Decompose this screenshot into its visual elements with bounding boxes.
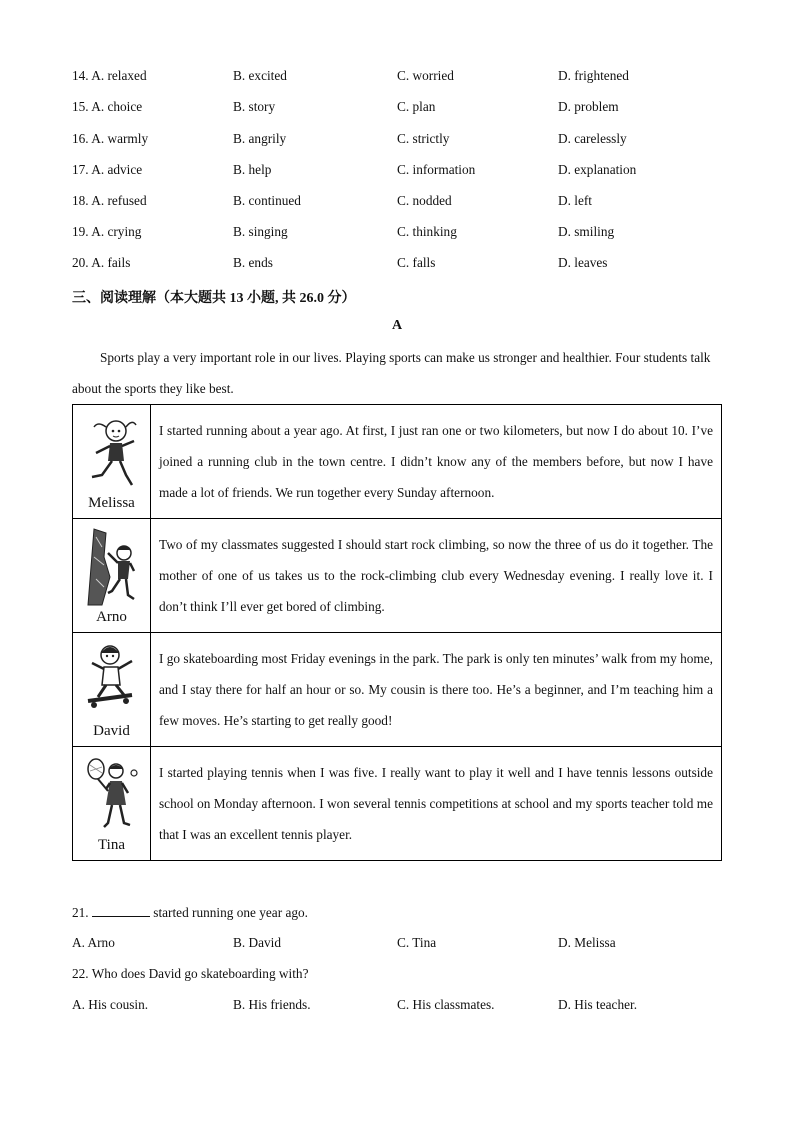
option-row-20 xyxy=(72,255,732,275)
question-22-stem: 22. Who does David go skateboarding with? xyxy=(72,966,309,981)
question-number: 16. xyxy=(72,131,89,146)
student-picture-cell xyxy=(73,405,151,519)
option-a: A. warmly xyxy=(91,131,149,146)
question-number: 14. xyxy=(72,68,89,83)
option-c: C. nodded xyxy=(397,193,452,208)
answer-blank xyxy=(92,904,150,917)
option-row-18 xyxy=(72,193,732,213)
option-b: B. continued xyxy=(233,193,301,208)
student-statement: Two of my classmates suggested I should start rock climbing, so now the three of us do it together. The mother of one of us takes us to the rock-climbing club every Wednesday evening. I really love it. I don’t think I’ll ever get bored of climbing. xyxy=(151,519,722,633)
option-c: C. His classmates. xyxy=(397,997,495,1012)
student-row-arno xyxy=(73,519,722,633)
question-number: 15. xyxy=(72,99,89,114)
student-row-melissa xyxy=(73,405,722,519)
question-21-options xyxy=(72,935,732,955)
option-c: C. plan xyxy=(397,99,436,114)
student-name: Arno xyxy=(96,609,127,625)
option-d: D. His teacher. xyxy=(558,997,638,1012)
student-picture-cell xyxy=(73,747,151,861)
student-row-david xyxy=(73,633,722,747)
question-21-stem: 21. started running one year ago. xyxy=(72,905,308,920)
student-row-tina xyxy=(73,747,722,861)
option-d: D. frightened xyxy=(558,68,629,83)
student-statement: I started running about a year ago. At first, I just ran one or two kilometers, but now I do about 10. I’ve joined a running club in the town centre. I didn’t know any of the members before, but now I have made a lot of friends. We run together every Sunday afternoon. xyxy=(151,405,722,519)
option-b: B. singing xyxy=(233,224,288,239)
student-picture-cell xyxy=(73,633,151,747)
option-c: C. thinking xyxy=(397,224,457,239)
option-row-16 xyxy=(72,131,732,151)
option-a: A. advice xyxy=(91,162,143,177)
option-d: D. smiling xyxy=(558,224,615,239)
skateboarder-icon xyxy=(84,641,140,721)
student-name: Melissa xyxy=(88,495,135,511)
question-number: 18. xyxy=(72,193,89,208)
question-number: 20. xyxy=(72,255,89,270)
running-girl-icon xyxy=(84,413,140,493)
option-row-15 xyxy=(72,99,732,119)
option-a: A. His cousin. xyxy=(72,997,149,1012)
option-c: C. falls xyxy=(397,255,436,270)
student-name: David xyxy=(93,723,130,739)
option-c: C. information xyxy=(397,162,476,177)
option-a: A. refused xyxy=(91,193,147,208)
option-b: B. angrily xyxy=(233,131,287,146)
option-d: D. explanation xyxy=(558,162,637,177)
option-a: A. relaxed xyxy=(91,68,147,83)
student-statement: I started playing tennis when I was five. I really want to play it well and I have tennis lessons outside school on Monday afternoon. I won several tennis competitions at school and my sports teacher told me that I was an excellent tennis player. xyxy=(151,747,722,861)
option-a: A. choice xyxy=(91,99,143,114)
option-c: C. strictly xyxy=(397,131,450,146)
rock-climber-icon xyxy=(84,527,140,607)
option-c: C. worried xyxy=(397,68,454,83)
option-c: C. Tina xyxy=(397,935,437,950)
option-row-19 xyxy=(72,224,732,244)
option-d: D. carelessly xyxy=(558,131,627,146)
option-b: B. help xyxy=(233,162,272,177)
question-number: 17. xyxy=(72,162,89,177)
question-number: 19. xyxy=(72,224,89,239)
passage-intro: Sports play a very important role in our lives. Playing sports can make us stronger and healthier. Four students talk about the sports they like best. xyxy=(72,350,711,396)
option-d: D. leaves xyxy=(558,255,608,270)
option-b: B. His friends. xyxy=(233,997,311,1012)
question-22-options xyxy=(72,997,732,1017)
option-b: B. David xyxy=(233,935,282,950)
tennis-player-icon xyxy=(84,755,140,835)
students-table xyxy=(72,404,722,861)
student-picture-cell xyxy=(73,519,151,633)
option-b: B. story xyxy=(233,99,276,114)
option-row-17 xyxy=(72,162,732,182)
option-b: B. excited xyxy=(233,68,287,83)
student-statement: I go skateboarding most Friday evenings in the park. The park is only ten minutes’ walk from my home, and I stay there for half an hour or so. My cousin is there too. He’s a beginner, and I’m teaching him a few moves. He’s starting to get really good! xyxy=(151,633,722,747)
section-heading: 三、阅读理解（本大题共 13 小题, 共 26.0 分） xyxy=(72,291,356,306)
passage-letter: A xyxy=(391,318,403,333)
option-d: D. Melissa xyxy=(558,935,616,950)
option-a: A. fails xyxy=(91,255,131,270)
student-name: Tina xyxy=(98,837,125,853)
option-row-14 xyxy=(72,68,732,88)
option-b: B. ends xyxy=(233,255,273,270)
option-a: A. crying xyxy=(91,224,142,239)
option-a: A. Arno xyxy=(72,935,115,950)
option-d: D. left xyxy=(558,193,592,208)
option-d: D. problem xyxy=(558,99,619,114)
